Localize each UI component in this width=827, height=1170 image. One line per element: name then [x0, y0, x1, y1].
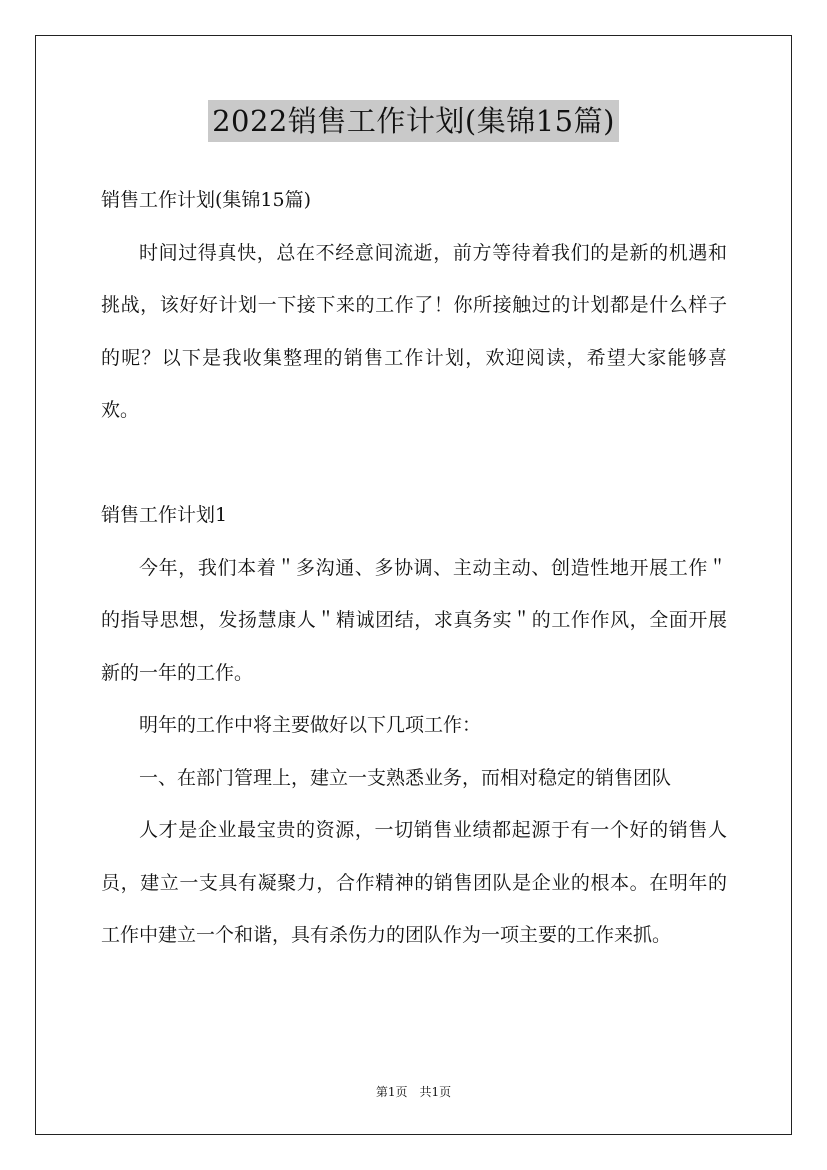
- document-title: 2022销售工作计划(集锦15篇): [208, 100, 619, 142]
- page-footer: 第1页 共1页: [375, 1085, 452, 1099]
- body-paragraph: 明年的工作中将主要做好以下几项工作：: [139, 714, 482, 736]
- section-heading: 销售工作计划1: [101, 504, 228, 526]
- body-paragraph: 人才是企业最宝贵的资源，一切销售业绩都起源于有一个好的销售人员，建立一支具有凝聚力，合作精神的销售团队是企业的根本。在明年的工作中建立一个和谐，具有杀伤力的团队作为一项主要的工作来抓。: [101, 819, 727, 946]
- title-wrap: [0, 100, 827, 142]
- section-spacer: [101, 437, 727, 490]
- intro-paragraph: 时间过得真快，总在不经意间流逝，前方等待着我们的是新的机遇和挑战，该好好计划一下接下来的工作了！你所接触过的计划都是什么样子的呢？以下是我收集整理的销售工作计划，欢迎阅读，希望大家能够喜欢。: [101, 241, 727, 421]
- document-subtitle: 销售工作计划(集锦15篇): [101, 189, 312, 211]
- document-body: [101, 174, 727, 962]
- body-paragraph: 一、在部门管理上，建立一支熟悉业务，而相对稳定的销售团队: [139, 766, 672, 789]
- body-paragraph: 今年，我们本着＂多沟通、多协调、主动主动、创造性地开展工作＂的指导思想，发扬慧康人＂精诚团结，求真务实＂的工作作风，全面开展新的一年的工作。: [101, 556, 727, 684]
